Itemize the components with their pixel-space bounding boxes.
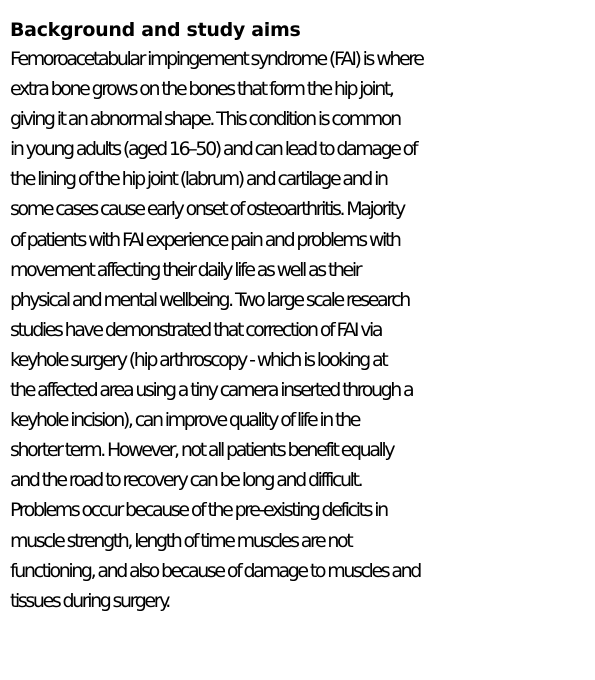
paragraph-line: keyhole incision), can improve quality of life in the — [10, 409, 360, 432]
section-heading: Background and study aims — [10, 19, 301, 41]
paragraph-line: Femoroacetabular impingement syndrome (FAI) is where — [10, 48, 423, 70]
paragraph-line: the lining of the hip joint (labrum) and cartilage and in — [10, 168, 387, 191]
paragraph-line: keyhole surgery (hip arthroscopy - which is looking at — [10, 348, 387, 371]
paragraph-line: movement affecting their daily life as well as their — [10, 258, 361, 281]
paragraph-line: some cases cause early onset of osteoarthritis. Majority — [10, 198, 404, 221]
paragraph-line: extra bone grows on the bones that form the hip joint, — [10, 78, 393, 101]
paragraph-line: muscle strength, length of time muscles are not — [10, 529, 352, 552]
paragraph-line: giving it an abnormal shape. This condition is common — [10, 108, 400, 131]
paragraph-line: Problems occur because of the pre-existing deficits in — [10, 499, 387, 522]
paragraph-line: shorter term. However, not all patients benefit equally — [10, 439, 394, 462]
paragraph-line: of patients with FAI experience pain and problems with — [10, 228, 400, 251]
document-section — [10, 16, 590, 616]
section-paragraph — [10, 44, 590, 616]
paragraph-line: physical and mental wellbeing. Two large scale research — [10, 288, 409, 311]
paragraph-line: tissues during surgery. — [10, 589, 169, 612]
paragraph-line: studies have demonstrated that correction of FAI via — [10, 318, 382, 341]
paragraph-line: functioning, and also because of damage to muscles and — [10, 559, 420, 582]
paragraph-line: the affected area using a tiny camera inserted through a — [10, 379, 413, 402]
paragraph-line: and the road to recovery can be long and difficult. — [10, 469, 362, 492]
paragraph-line: in young adults (aged 16–50) and can lead to damage of — [10, 138, 417, 161]
